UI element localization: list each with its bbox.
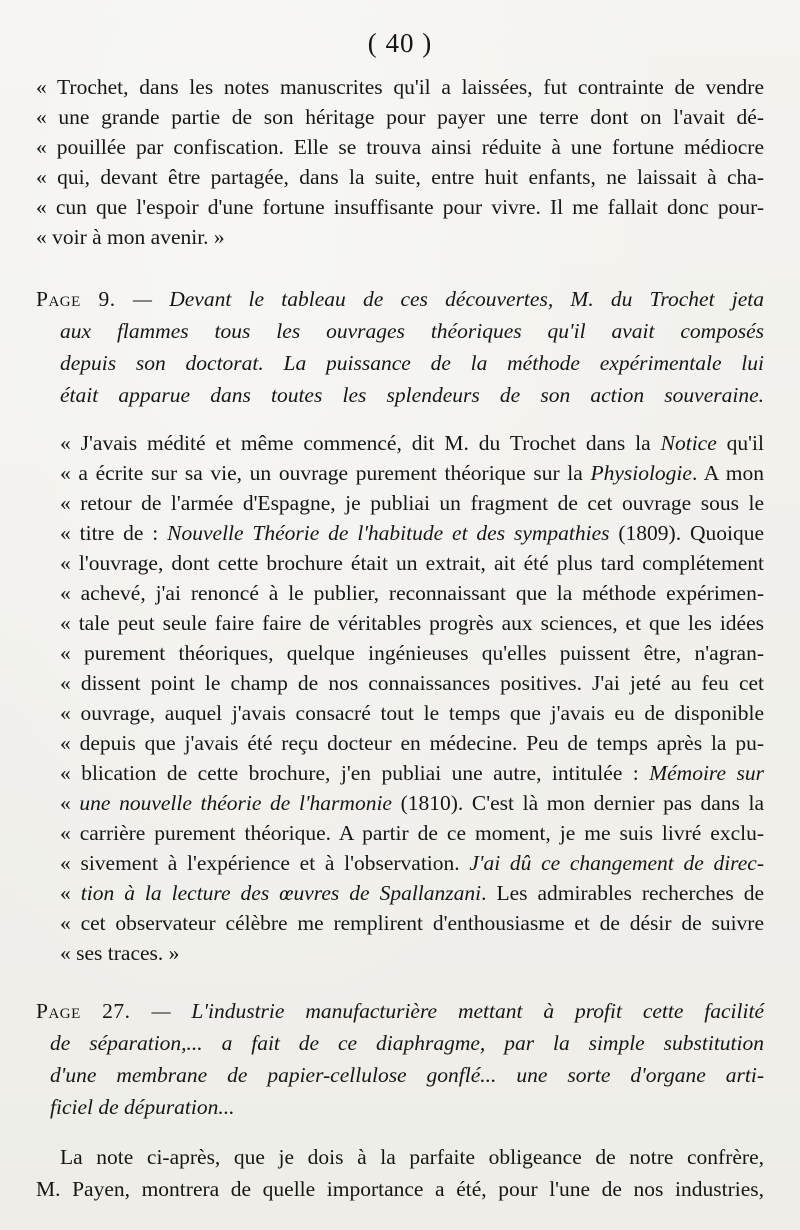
text-line: « a écrite sur sa vie, un ouvrage purement théorique sur la Physiologie. A mon: [60, 461, 764, 485]
text-line: « pouillée par confiscation. Elle se trouva ainsi réduite à une fortune médiocre: [36, 135, 764, 159]
note-label: Page 27.: [36, 999, 131, 1023]
text-line: « Trochet, dans les notes manuscrites qu'il a laissées, fut contrainte de vendre: [36, 75, 764, 99]
page-number: ( 40 ): [367, 28, 433, 58]
note-text-line: ficiel de dépuration...: [50, 1095, 235, 1119]
note-text-line: était apparue dans toutes les splendeurs de son action souveraine.: [60, 383, 764, 407]
note-text: — L'industrie manufacturière mettant à profit cette facilité: [151, 999, 764, 1023]
text-line: « ses traces. »: [60, 941, 180, 965]
text-line: « une grande partie de son héritage pour payer une terre dont on l'avait dé-: [36, 105, 764, 129]
note-heading-line: [36, 284, 764, 314]
text-line: « cet observateur célèbre me remplirent d'enthousiasme et de désir de suivre: [60, 911, 764, 935]
text-line: « carrière purement théorique. A partir de ce moment, je me suis livré exclu-: [60, 821, 764, 845]
text-line: « blication de cette brochure, j'en publiai une autre, intitulée : Mémoire sur: [60, 761, 764, 785]
text-line: « J'avais médité et même commencé, dit M. du Trochet dans la Notice qu'il: [60, 431, 764, 455]
text-line: « sivement à l'expérience et à l'observation. J'ai dû ce changement de direc-: [60, 851, 764, 875]
note-text-line: de séparation,... a fait de ce diaphragme, par la simple substitution: [50, 1031, 764, 1055]
text-line: « retour de l'armée d'Espagne, je publiai un fragment de cet ouvrage sous le: [60, 491, 764, 515]
text-line: « une nouvelle théorie de l'harmonie (1810). C'est là mon dernier pas dans la: [60, 791, 765, 815]
text-line: « qui, devant être partagée, dans la suite, entre huit enfants, ne laissait à cha-: [36, 165, 764, 189]
note-heading-line: [36, 996, 764, 1026]
text-line: « achevé, j'ai renoncé à le publier, reconnaissant que la méthode expérimen-: [60, 581, 764, 605]
text-line: « dissent point le champ de nos connaissances positives. J'ai jeté au feu cet: [60, 671, 764, 695]
text-line: « tale peut seule faire faire de véritables progrès aux sciences, et que les idées: [60, 611, 764, 635]
text-line: « tion à la lecture des œuvres de Spallanzani. Les admirables recherches de: [60, 881, 765, 905]
text-line: « l'ouvrage, dont cette brochure était un extrait, ait été plus tard complétement: [60, 551, 764, 575]
note-text: — Devant le tableau de ces découvertes, M. du Trochet jeta: [132, 287, 764, 311]
note-label: Page 9.: [36, 287, 116, 311]
note-text-line: depuis son doctorat. La puissance de la méthode expérimentale lui: [60, 351, 764, 375]
text-line: « voir à mon avenir. »: [36, 225, 225, 249]
text-line: « cun que l'espoir d'une fortune insuffisante pour vivre. Il me fallait donc pour-: [36, 195, 764, 219]
text-line: « depuis que j'avais été reçu docteur en médecine. Peu de temps après la pu-: [60, 731, 764, 755]
text-line: « titre de : Nouvelle Théorie de l'habitude et des sympathies (1809). Quoique: [60, 521, 765, 545]
note-text-line: d'une membrane de papier-cellulose gonflé... une sorte d'organe arti-: [50, 1063, 764, 1087]
text-line: M. Payen, montrera de quelle importance a été, pour l'une de nos industries,: [36, 1177, 764, 1201]
text-line: « ouvrage, auquel j'avais consacré tout le temps que j'avais eu de disponible: [60, 701, 764, 725]
note-text-line: aux flammes tous les ouvrages théoriques qu'il avait composés: [60, 319, 764, 343]
text-line: La note ci-après, que je dois à la parfaite obligeance de notre confrère,: [60, 1145, 764, 1169]
text-line: « purement théoriques, quelque ingénieuses qu'elles puissent être, n'agran-: [60, 641, 764, 665]
